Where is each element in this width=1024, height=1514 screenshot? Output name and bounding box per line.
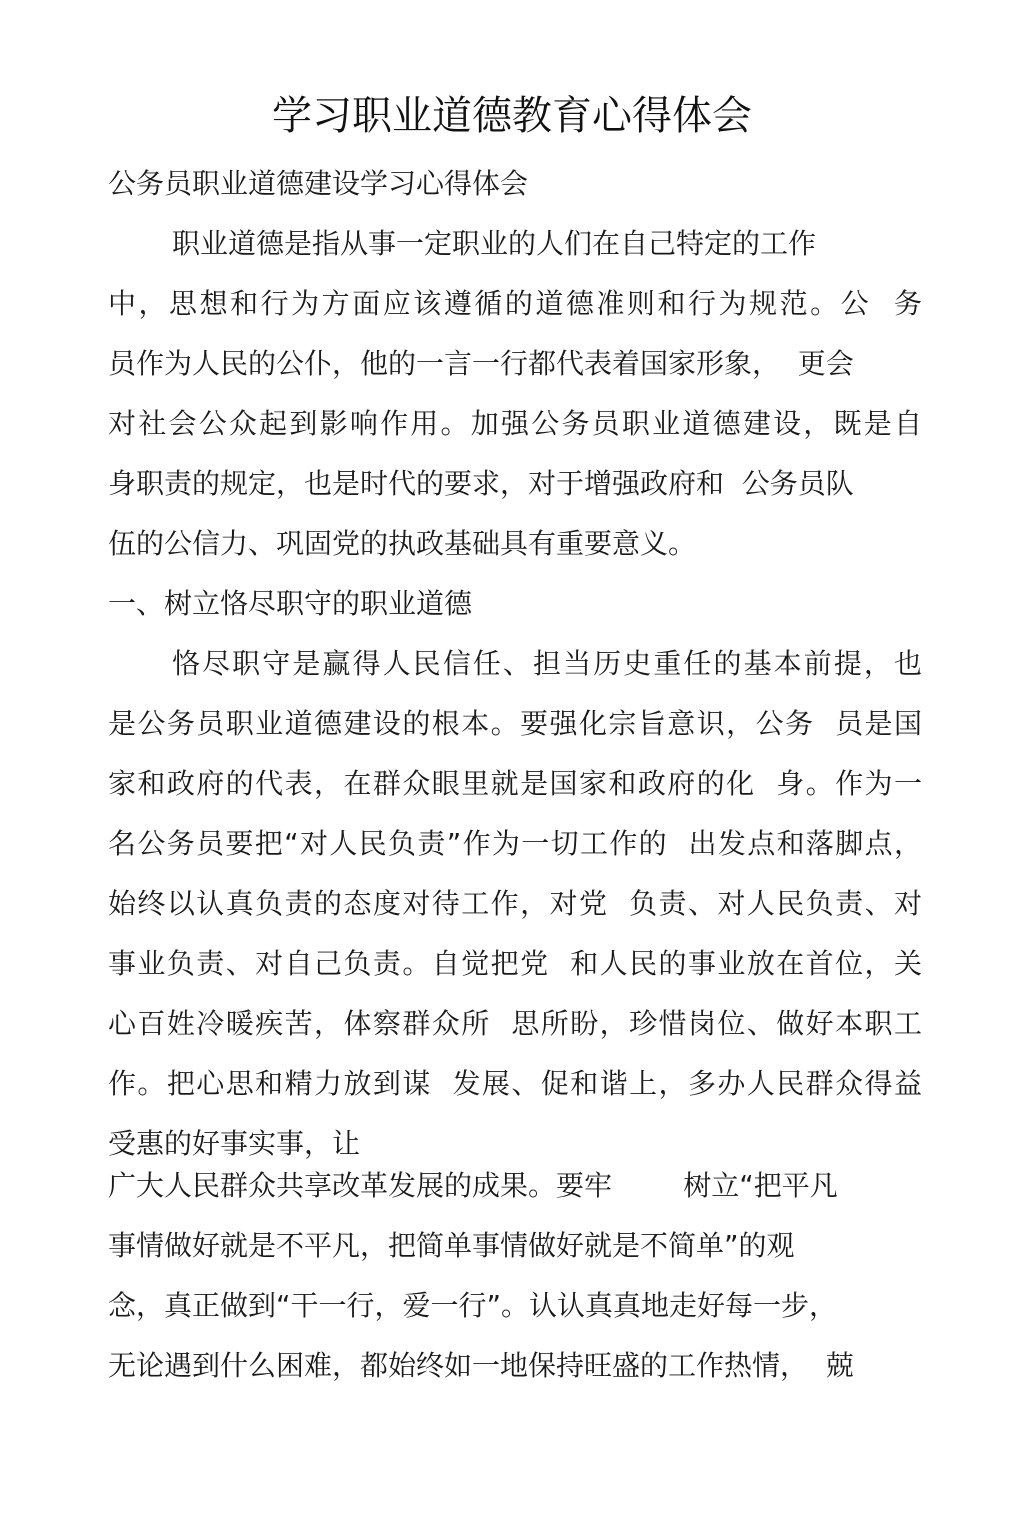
paragraph-line: 受惠的好事实事，让 <box>108 1127 361 1160</box>
paragraph-line: 对社会公众起到影响作用。加强公务员职业道德建设，既是自 <box>108 407 922 440</box>
paragraph-line: 家和政府的代表，在群众眼里就是国家和政府的化 身。作为一 <box>108 767 922 800</box>
paragraph-line: 广大人民群众共享改革发展的成果。要牢 树立“把平凡 <box>108 1169 838 1202</box>
paragraph-line: 作。把心思和精力放到谋 发展、促和谐上，多办人民群众得益 <box>108 1067 922 1100</box>
paragraph-line: 事情做好就是不平凡，把简单事情做好就是不简单”的观 <box>108 1229 795 1262</box>
paragraph-line: 是公务员职业道德建设的根本。要强化宗旨意识，公务 员是国 <box>108 707 922 740</box>
paragraph-line: 名公务员要把“对人民负责”作为一切工作的 出发点和落脚点， <box>108 827 922 860</box>
paragraph-line: 始终以认真负责的态度对待工作，对党 负责、对人民负责、对 <box>108 887 922 920</box>
paragraph-line: 恪尽职守是赢得人民信任、担当历史重任的基本前提，也 <box>172 647 922 680</box>
paragraph-line: 员作为人民的公仆，他的一言一行都代表着国家形象， 更会 <box>108 347 854 380</box>
document-subtitle: 公务员职业道德建设学习心得体会 <box>108 167 529 200</box>
paragraph-line: 事业负责、对自己负责。自觉把党 和人民的事业放在首位，关 <box>108 947 922 980</box>
paragraph-line: 念，真正做到“干一行，爱一行”。认认真真地走好每一步， <box>108 1289 838 1322</box>
paragraph-line: 心百姓冷暖疾苦，体察群众所 思所盼，珍惜岗位、做好本职工 <box>108 1007 922 1040</box>
section-heading: 一、树立恪尽职守的职业道德 <box>108 587 473 620</box>
paragraph-line: 身职责的规定，也是时代的要求，对于增强政府和 公务员队 <box>108 467 854 500</box>
paragraph-line: 伍的公信力、巩固党的执政基础具有重要意义。 <box>108 527 697 560</box>
paragraph-line: 职业道德是指从事一定职业的人们在自己特定的工作 <box>172 227 817 260</box>
paragraph-line: 无论遇到什么困难，都始终如一地保持旺盛的工作热情， 兢 <box>108 1349 854 1382</box>
paragraph-line: 中，思想和行为方面应该遵循的道德准则和行为规范。公 务 <box>108 287 922 320</box>
document-title: 学习职业道德教育心得体会 <box>272 93 752 139</box>
